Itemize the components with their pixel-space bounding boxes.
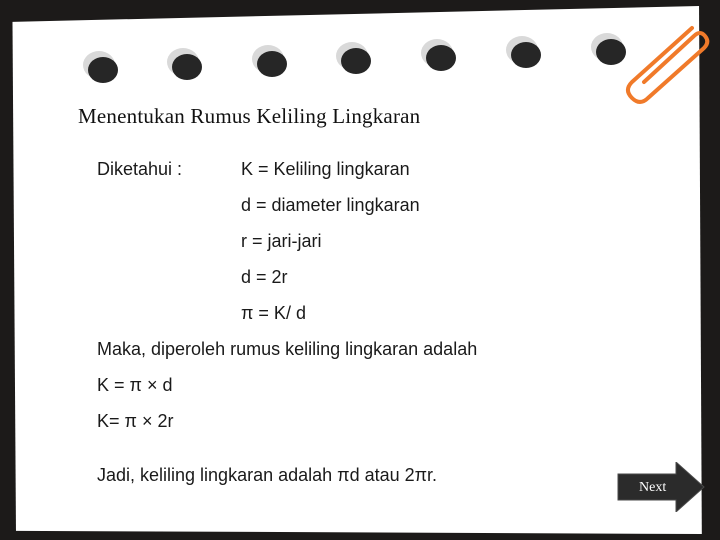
next-button-label[interactable]: Next — [639, 480, 667, 495]
known-item: d = diameter lingkaran — [241, 195, 420, 215]
known-item: π = K/ d — [241, 303, 306, 323]
paperclip-icon — [620, 24, 715, 119]
binder-hole-icon — [426, 45, 456, 71]
known-label: Diketahui : — [97, 159, 183, 179]
known-item: d = 2r — [241, 267, 288, 287]
formula-line: K = π × d — [97, 375, 173, 395]
known-item: K = Keliling lingkaran — [241, 159, 410, 179]
final-statement: Jadi, keliling lingkaran adalah πd atau 2πr. — [97, 465, 438, 485]
notebook-page — [9, 6, 706, 534]
formula-line: K= π × 2r — [97, 411, 174, 431]
binder-hole-icon — [172, 54, 202, 80]
slide-title: Menentukan Rumus Keliling Lingkaran — [78, 104, 421, 128]
binder-hole-icon — [511, 42, 541, 68]
conclusion-intro: Maka, diperoleh rumus keliling lingkaran adalah — [97, 339, 478, 359]
known-item: r = jari-jari — [241, 231, 322, 251]
binder-hole-icon — [341, 48, 371, 74]
binder-hole-icon — [257, 51, 287, 77]
binder-hole-icon — [88, 57, 118, 83]
